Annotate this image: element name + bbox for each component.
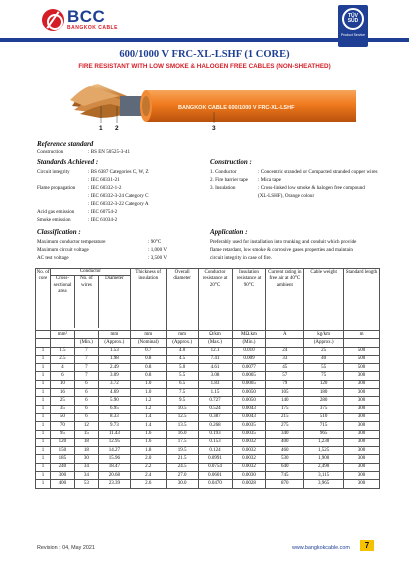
table-cell: 5.0 (166, 364, 198, 372)
construction-value: : Cross-linked low smoke & halogen free compound (258, 185, 365, 191)
standard-label: Smoke emission (37, 217, 71, 223)
table-cell: 7 (74, 355, 98, 363)
table-cell: 75 (304, 372, 344, 380)
table-cell: 45 (266, 364, 304, 372)
table-cell: 300 (344, 413, 380, 421)
table-cell: 1 (36, 397, 51, 405)
table-cell: 10.5 (166, 405, 198, 413)
table-cell: 3.09 (98, 372, 130, 380)
table-cell: 240 (50, 463, 74, 471)
table-cell: 1.53 (98, 347, 130, 355)
units-qualifier-row (36, 339, 380, 347)
table-cell: 34 (74, 472, 98, 480)
construction-value: : Concentric stranded or Compacted stranded copper wires (258, 169, 378, 175)
table-cell: 300 (344, 389, 380, 397)
table-row (36, 447, 380, 455)
table-cell: 0.0043 (232, 405, 266, 413)
table-cell: 1.5 (50, 347, 74, 355)
table-cell: 1 (36, 480, 51, 488)
table-cell: 40 (304, 355, 344, 363)
table-cell: 1 (36, 422, 51, 430)
marker-insulation: 3 (212, 125, 216, 132)
unit-cell: m (344, 331, 380, 339)
specification-table-body (36, 347, 380, 488)
standard-value: : IEC 60754-2 (88, 209, 118, 215)
unit-qualifier-cell: (Min.) (232, 339, 266, 347)
unit-cell: MΩ.km (232, 331, 266, 339)
unit-cell (74, 331, 98, 339)
application-heading: Application : (210, 228, 248, 236)
specification-table (35, 268, 380, 489)
table-cell: 300 (344, 380, 380, 388)
table-row (36, 413, 380, 421)
table-cell: 1.8 (130, 447, 166, 455)
unit-cell: mm (166, 331, 198, 339)
classification-heading: Classification : (37, 228, 81, 236)
application-text: circuit integrity in case of fire. (210, 255, 272, 261)
page-number: 7 (360, 540, 374, 551)
table-cell: 1.2 (130, 405, 166, 413)
header-thickness: Thickness of insulation (130, 269, 166, 331)
header-cross-sectional-area: Cross-sectional area (51, 276, 75, 328)
unit-cell: Ω/km (198, 331, 232, 339)
table-cell: 35 (50, 405, 74, 413)
unit-qualifier-cell: (Approx.) (98, 339, 130, 347)
table-cell: 300 (50, 472, 74, 480)
table-cell: 7.41 (198, 355, 232, 363)
table-cell: 340 (266, 430, 304, 438)
table-cell: 6 (74, 389, 98, 397)
table-cell: 1 (36, 447, 51, 455)
table-row (36, 480, 380, 488)
table-cell: 7 (74, 347, 98, 355)
table-row (36, 430, 380, 438)
table-cell: 16.0 (166, 430, 198, 438)
table-row (36, 372, 380, 380)
cable-print-text: BANGKOK CABLE 600/1000 V FRC-XL-LSHF (178, 105, 295, 111)
header-overall-diameter: Overall diameter (166, 269, 198, 331)
classification-value: : 1,000 V (148, 247, 168, 253)
classification-label: AC test voltage (37, 255, 69, 261)
standard-label: Acid gas emission (37, 209, 75, 215)
table-cell: 4.5 (166, 355, 198, 363)
table-cell: 6 (50, 372, 74, 380)
table-cell: 1 (36, 389, 51, 397)
unit-cell: mm (98, 331, 130, 339)
table-cell: 1 (36, 430, 51, 438)
unit-cell (36, 331, 51, 339)
table-cell: 300 (344, 438, 380, 446)
table-cell: 0.0065 (232, 380, 266, 388)
header-conductor-group (50, 269, 130, 331)
table-cell: 9.5 (166, 397, 198, 405)
table-cell: 1 (36, 438, 51, 446)
table-cell: 1 (36, 405, 51, 413)
table-cell: 0.0032 (232, 447, 266, 455)
construction-heading: Construction : (210, 158, 252, 166)
revision-info: Revision : 04, May 2021 (37, 545, 95, 551)
table-cell: 500 (344, 347, 380, 355)
table-cell: 1,525 (304, 447, 344, 455)
table-cell: 0.8 (130, 372, 166, 380)
table-cell: 70 (50, 422, 74, 430)
unit-qualifier-cell: (Min.) (74, 339, 98, 347)
table-cell: 715 (304, 422, 344, 430)
table-cell: 7 (74, 364, 98, 372)
page-title: 600/1000 V FRC-XL-LSHF (1 CORE) (119, 49, 290, 60)
table-cell: 9.73 (98, 422, 130, 430)
table-cell: 30 (74, 455, 98, 463)
table-cell: 175 (266, 405, 304, 413)
table-cell: 16 (50, 389, 74, 397)
brand-subtitle: BANGKOK CABLE (67, 25, 118, 31)
table-cell: 965 (304, 430, 344, 438)
table-cell: 18 (74, 438, 98, 446)
table-cell: 11.43 (98, 430, 130, 438)
units-row (36, 331, 380, 339)
header-no-of-wires: No. of wires (75, 276, 99, 328)
table-cell: 0.0470 (198, 480, 232, 488)
table-cell: 0.0032 (232, 463, 266, 471)
table-cell: 300 (344, 430, 380, 438)
tuv-caption: Product Service (341, 33, 365, 37)
table-cell: 6 (74, 413, 98, 421)
table-cell: 79 (266, 380, 304, 388)
table-row (36, 355, 380, 363)
table-cell: 280 (304, 397, 344, 405)
header-cable-weight: Cable weight (304, 269, 344, 331)
table-cell: 1 (36, 455, 51, 463)
table-cell: 1 (36, 463, 51, 471)
table-cell: 24.5 (166, 463, 198, 471)
unit-cell: mm (130, 331, 166, 339)
table-cell: 6 (74, 397, 98, 405)
construction-label: 2. Fire barrier tape (210, 177, 248, 183)
table-cell: 1.0 (130, 380, 166, 388)
marker-fire-barrier: 2 (115, 125, 119, 132)
brand-name: BCC (67, 7, 106, 26)
table-cell: 300 (344, 372, 380, 380)
table-row (36, 389, 380, 397)
table-cell: 460 (266, 447, 304, 455)
unit-qualifier-cell: (Approx.) (304, 339, 344, 347)
table-cell: 0.524 (198, 405, 232, 413)
marker-conductor: 1 (99, 125, 103, 132)
classification-label: Maximum conductor temperature (37, 239, 106, 245)
table-row (36, 364, 380, 372)
table-cell: 0.727 (198, 397, 232, 405)
construction-label: 1. Conductor (210, 169, 237, 175)
unit-qualifier-cell: (Approx.) (166, 339, 198, 347)
reference-heading: Reference standard (37, 140, 94, 148)
table-cell: 2.49 (98, 364, 130, 372)
table-cell: 1 (36, 472, 51, 480)
table-cell: 2.5 (50, 355, 74, 363)
table-cell: 120 (50, 438, 74, 446)
table-cell: 15 (74, 430, 98, 438)
table-cell: 0.0077 (232, 364, 266, 372)
table-cell: 400 (266, 438, 304, 446)
header-insulation-resistance: Insulation resistance at 90°C (232, 269, 266, 331)
table-cell: 400 (50, 480, 74, 488)
standard-value: : IEC 60332-3-22 Category A (88, 201, 149, 207)
table-cell: 14.27 (98, 447, 130, 455)
classification-label: Maximum circuit voltage (37, 247, 89, 253)
table-cell: 1.15 (198, 389, 232, 397)
table-cell: 300 (344, 455, 380, 463)
table-cell: 1.6 (130, 438, 166, 446)
table-cell: 0.010 (232, 347, 266, 355)
table-cell: 21.5 (166, 455, 198, 463)
header-conductor: Conductor (51, 269, 130, 276)
table-cell: 300 (344, 422, 380, 430)
table-cell: 25 (304, 347, 344, 355)
table-cell: 0.387 (198, 413, 232, 421)
website-link[interactable]: www.bangkokcable.com (292, 545, 350, 551)
standard-value: : IEC 61034-2 (88, 217, 118, 223)
table-cell: 300 (344, 472, 380, 480)
table-cell: 500 (344, 355, 380, 363)
construction-value: : Mica tape (258, 177, 281, 183)
table-cell: 530 (266, 455, 304, 463)
unit-qualifier-cell: (Nominal) (130, 339, 166, 347)
table-cell: 1 (36, 355, 51, 363)
construction-value: (XL-LSHF), Orange colour (258, 193, 315, 199)
table-cell: 0.009 (232, 355, 266, 363)
table-cell: 55 (304, 364, 344, 372)
table-cell: 0.153 (198, 438, 232, 446)
table-cell: 12.95 (98, 438, 130, 446)
table-cell: 1,230 (304, 438, 344, 446)
standard-label: Circuit integrity (37, 169, 70, 175)
table-row (36, 422, 380, 430)
table-cell: 0.0035 (232, 430, 266, 438)
table-cell: 1.4 (130, 413, 166, 421)
table-cell: 13.5 (166, 422, 198, 430)
table-cell: 3.72 (98, 380, 130, 388)
header-no-core: No. of core (36, 269, 51, 331)
table-cell: 500 (344, 364, 380, 372)
tuv-icon: TÜV SÜD (342, 8, 364, 30)
table-cell: 1.4 (130, 422, 166, 430)
table-cell: 120 (304, 380, 344, 388)
table-cell: 25 (50, 397, 74, 405)
table-cell: 1.83 (198, 380, 232, 388)
header-current-rating: Current rating in free air at 40°C ambient (266, 269, 304, 331)
table-cell: 1.0 (130, 389, 166, 397)
table-row (36, 455, 380, 463)
table-cell: 5.90 (98, 397, 130, 405)
table-cell: 180 (304, 389, 344, 397)
table-cell: 12.5 (166, 413, 198, 421)
table-row (36, 397, 380, 405)
table-cell: 140 (266, 397, 304, 405)
table-cell: 0.268 (198, 422, 232, 430)
table-cell: 20.68 (98, 472, 130, 480)
table-cell: 0.0991 (198, 455, 232, 463)
table-cell: 3,115 (304, 472, 344, 480)
table-cell: 34 (74, 463, 98, 471)
table-cell: 0.0065 (232, 372, 266, 380)
table-row (36, 472, 380, 480)
table-cell: 3.08 (198, 372, 232, 380)
table-cell: 0.0032 (232, 455, 266, 463)
table-cell: 1 (36, 380, 51, 388)
standard-label: Flame propagation (37, 185, 76, 191)
table-cell: 2.6 (130, 480, 166, 488)
table-cell: 375 (304, 405, 344, 413)
table-cell: 7 (74, 372, 98, 380)
header-standard-length: Standard length (344, 269, 380, 331)
table-cell: 7.5 (166, 389, 198, 397)
standards-heading: Standards Achieved : (37, 158, 99, 166)
table-cell: 4.0 (166, 347, 198, 355)
table-row (36, 463, 380, 471)
header-diameter: Diameter (105, 276, 124, 282)
table-cell: 6 (74, 380, 98, 388)
table-cell: 6.5 (166, 380, 198, 388)
construction-label: 3. Insulation (210, 185, 236, 191)
table-row (36, 438, 380, 446)
table-cell: 870 (266, 480, 304, 488)
table-cell: 0.0035 (232, 422, 266, 430)
unit-cell: kg/km (304, 331, 344, 339)
table-cell: 745 (266, 472, 304, 480)
table-cell: 57 (266, 372, 304, 380)
table-cell: 510 (304, 413, 344, 421)
unit-qualifier-cell: (Max.) (198, 339, 232, 347)
table-cell: 1.98 (98, 355, 130, 363)
table-cell: 215 (266, 413, 304, 421)
standard-value: : IEC 60331-21 (88, 177, 120, 183)
table-cell: 0.8 (130, 364, 166, 372)
table-cell: 4.69 (98, 389, 130, 397)
table-cell: 1.2 (130, 397, 166, 405)
standard-value: : IEC 60332-1-2 (88, 185, 122, 191)
table-cell: 4 (50, 364, 74, 372)
table-cell: 0.193 (198, 430, 232, 438)
table-cell: 8.33 (98, 413, 130, 421)
unit-qualifier-cell (266, 339, 304, 347)
table-cell: 300 (344, 447, 380, 455)
table-cell: 300 (344, 397, 380, 405)
table-cell: 2,490 (304, 463, 344, 471)
table-cell: 0.0028 (232, 480, 266, 488)
unit-qualifier-cell (50, 339, 74, 347)
table-cell: 23.39 (98, 480, 130, 488)
table-cell: 17.5 (166, 438, 198, 446)
table-cell: 33 (266, 355, 304, 363)
reference-construction-value: : BS EN 50525-3-41 (88, 149, 131, 155)
table-cell: 2.0 (130, 455, 166, 463)
unit-cell: mm² (50, 331, 74, 339)
table-cell: 105 (266, 389, 304, 397)
table-row (36, 405, 380, 413)
table-cell: 27.0 (166, 472, 198, 480)
standard-value: : BS 6387 Categories C, W, Z (88, 169, 149, 175)
table-cell: 150 (50, 447, 74, 455)
table-cell: 0.7 (130, 347, 166, 355)
table-cell: 18 (74, 447, 98, 455)
table-cell: 1 (36, 364, 51, 372)
unit-qualifier-cell (36, 339, 51, 347)
table-cell: 50 (50, 413, 74, 421)
table-cell: 12 (74, 422, 98, 430)
table-cell: 53 (74, 480, 98, 488)
table-cell: 0.0030 (232, 472, 266, 480)
table-row (36, 380, 380, 388)
header-conductor-resistance: Conductor resistance at 20°C (198, 269, 232, 331)
table-cell: 0.8 (130, 355, 166, 363)
application-text: Preferably used for installation into trunking and conduit which provide (210, 239, 357, 245)
table-cell: 300 (344, 405, 380, 413)
table-cell: 2.2 (130, 463, 166, 471)
table-cell: 12.1 (198, 347, 232, 355)
table-cell: 640 (266, 463, 304, 471)
classification-value: : 90°C (148, 239, 162, 245)
table-cell: 15.96 (98, 455, 130, 463)
table-cell: 24 (266, 347, 304, 355)
table-cell: 1 (36, 372, 51, 380)
table-cell: 1 (36, 347, 51, 355)
table-cell: 30.0 (166, 480, 198, 488)
table-cell: 0.0043 (232, 413, 266, 421)
table-cell: 300 (344, 480, 380, 488)
table-cell: 0.0032 (232, 438, 266, 446)
table-cell: 18.47 (98, 463, 130, 471)
table-cell: 5.5 (166, 372, 198, 380)
table-cell: 0.0050 (232, 397, 266, 405)
table-cell: 19.5 (166, 447, 198, 455)
page-subtitle: FIRE RESISTANT WITH LOW SMOKE & HALOGEN FREE CABLES (NON-SHEATHED) (78, 63, 331, 70)
table-cell: 6.95 (98, 405, 130, 413)
unit-qualifier-cell (344, 339, 380, 347)
table-cell: 275 (266, 422, 304, 430)
table-cell: 1.6 (130, 430, 166, 438)
table-cell: 0.0601 (198, 472, 232, 480)
table-cell: 0.124 (198, 447, 232, 455)
table-row (36, 347, 380, 355)
table-cell: 95 (50, 430, 74, 438)
table-cell: 1,900 (304, 455, 344, 463)
standard-value: : IEC 60332-3-24 Category C (88, 193, 149, 199)
unit-cell: A (266, 331, 304, 339)
table-cell: 3,965 (304, 480, 344, 488)
reference-construction-label: Construction (37, 149, 64, 155)
table-cell: 2.4 (130, 472, 166, 480)
table-cell: 10 (50, 380, 74, 388)
classification-value: : 3,500 V (148, 255, 168, 261)
tuv-certification-badge (338, 5, 368, 47)
table-cell: 0.0050 (232, 389, 266, 397)
table-cell: 0.0754 (198, 463, 232, 471)
table-cell: 1 (36, 413, 51, 421)
table-cell: 185 (50, 455, 74, 463)
table-cell: 6 (74, 405, 98, 413)
table-cell: 300 (344, 463, 380, 471)
application-text: flame retardant, low smoke & corrosive gases properties and maintain (210, 247, 353, 253)
table-cell: 4.61 (198, 364, 232, 372)
